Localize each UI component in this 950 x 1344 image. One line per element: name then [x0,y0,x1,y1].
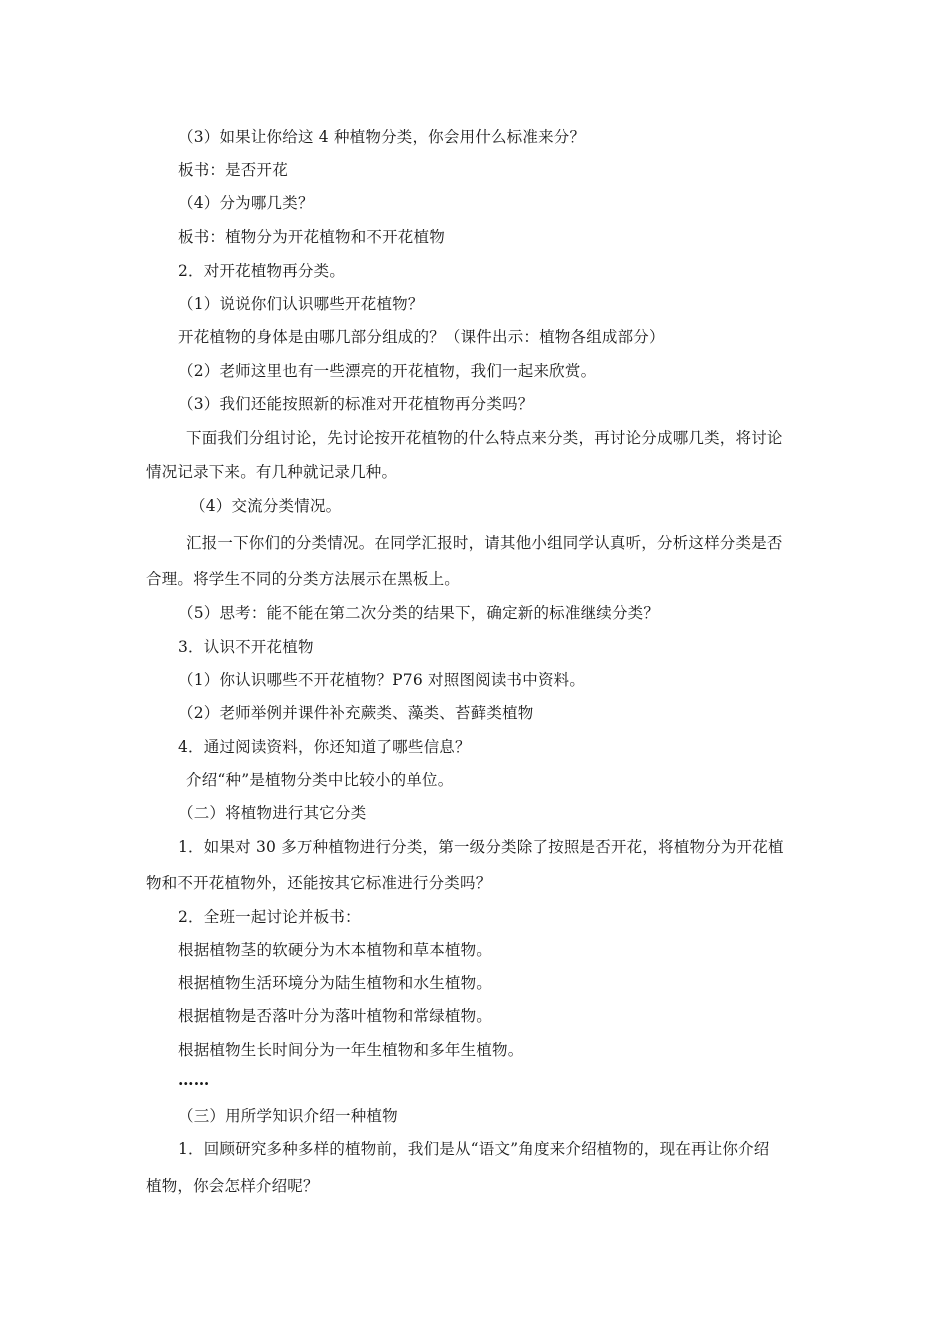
text-line-27: 根据植物是否落叶分为落叶植物和常绿植物。 [178,1007,493,1025]
text-line-20: 介绍“种”是植物分类中比较小的单位。 [186,771,454,789]
text-line-5: 2．对开花植物再分类。 [178,262,346,280]
text-line-7: 开花植物的身体是由哪几部分组成的？（课件出示：植物各组成部分） [178,328,665,346]
text-line-2: 板书：是否开花 [178,161,288,179]
text-line-15: （5）思考：能不能在第二次分类的结果下，确定新的标准继续分类？ [178,604,660,622]
text-line-19: 4．通过阅读资料，你还知道了哪些信息？ [178,738,471,756]
text-line-8: （2）老师这里也有一些漂亮的开花植物，我们一起来欣赏。 [178,362,597,380]
text-line-10: 下面我们分组讨论，先讨论按开花植物的什么特点来分类，再讨论分成哪几类，将讨论 [186,429,783,447]
text-line-28: 根据植物生长时间分为一年生植物和多年生植物。 [178,1041,524,1059]
text-line-17: （1）你认识哪些不开花植物？P76 对照图阅读书中资料。 [178,671,586,689]
text-line-26: 根据植物生活环境分为陆生植物和水生植物。 [178,974,493,992]
text-line-24: 2．全班一起讨论并板书： [178,908,361,926]
text-line-30: （三）用所学知识介绍一种植物 [178,1107,398,1125]
text-line-4: 板书：植物分为开花植物和不开花植物 [178,228,445,246]
text-line-1: （3）如果让你给这 4 种植物分类，你会用什么标准来分？ [178,128,586,146]
text-line-6: （1）说说你们认识哪些开花植物？ [178,295,424,313]
text-line-25: 根据植物茎的软硬分为木本植物和草本植物。 [178,941,493,959]
text-line-13: 汇报一下你们的分类情况。在同学汇报时，请其他小组同学认真听，分析这样分类是否 [186,534,783,552]
text-line-12: （4）交流分类情况。 [190,497,342,515]
text-line-29: …… [178,1070,210,1089]
text-line-31: 1．回顾研究多种多样的植物前，我们是从“语文”角度来介绍植物的，现在再让你介绍 [178,1140,770,1158]
text-line-3: （4）分为哪几类？ [178,194,314,212]
text-line-22: 1．如果对 30 多万种植物进行分类，第一级分类除了按照是否开花，将植物分为开花植 [178,838,784,856]
text-line-11: 情况记录下来。有几种就记录几种。 [146,463,398,481]
text-line-32: 植物，你会怎样介绍呢？ [146,1177,319,1195]
text-line-14: 合理。将学生不同的分类方法展示在黑板上。 [146,570,461,588]
text-line-23: 物和不开花植物外，还能按其它标准进行分类吗？ [146,874,492,892]
text-line-21: （二）将植物进行其它分类 [178,804,367,822]
text-line-18: （2）老师举例并课件补充蕨类、藻类、苔藓类植物 [178,704,534,722]
text-line-9: （3）我们还能按照新的标准对开花植物再分类吗？ [178,395,534,413]
text-line-16: 3．认识不开花植物 [178,638,314,656]
